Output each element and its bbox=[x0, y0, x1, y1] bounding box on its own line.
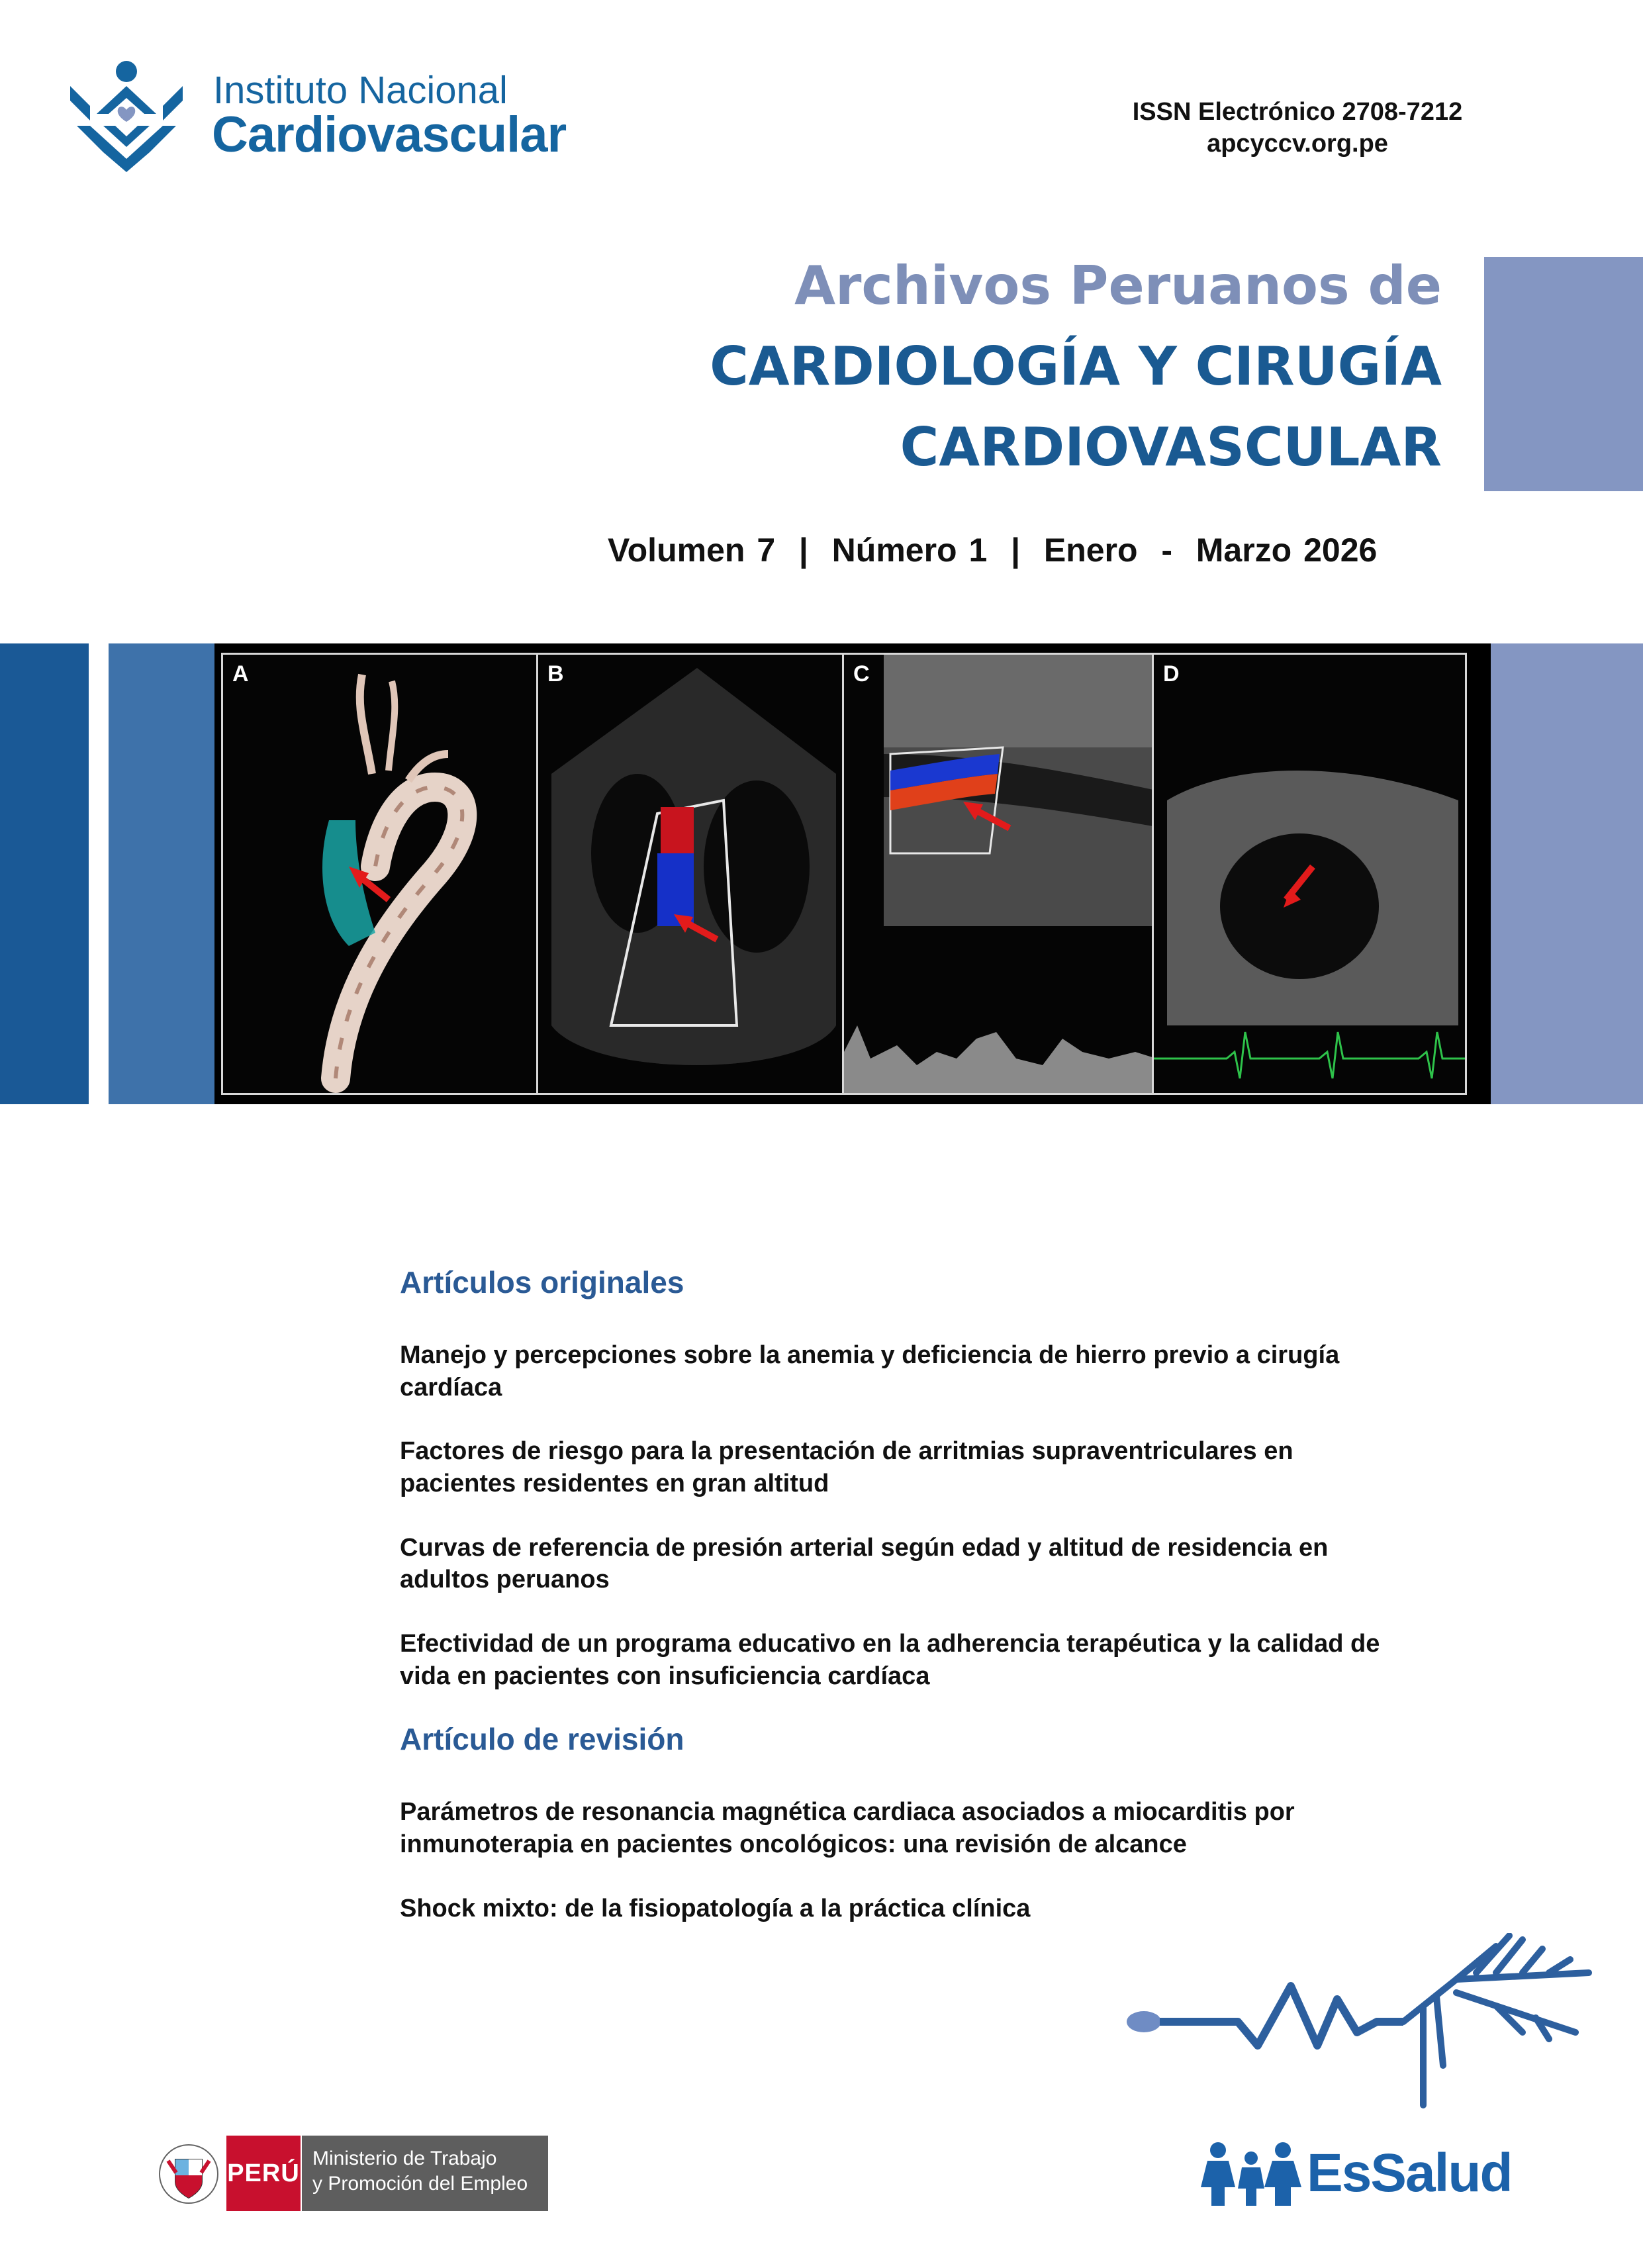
ministry-line2: y Promoción del Empleo bbox=[312, 2172, 528, 2195]
vascular-doppler-image bbox=[844, 655, 1156, 1093]
section-heading-original: Artículos originales bbox=[400, 1265, 684, 1299]
ministry-line1: Ministerio de Trabajo bbox=[312, 2148, 497, 2169]
issn-block bbox=[1112, 97, 1483, 160]
figure-panel-b bbox=[536, 653, 849, 1095]
peru-label: PERÚ bbox=[226, 2136, 301, 2211]
journal-title bbox=[710, 255, 1442, 478]
article-title[interactable]: Efectividad de un programa educativo en la adherencia terapéutica y la calidad de vida en pacientes con insuficiencia cardíaca bbox=[400, 1629, 1380, 1690]
transesophageal-echo-image bbox=[1154, 655, 1465, 1093]
title-accent-block bbox=[1484, 257, 1643, 491]
article-title[interactable]: Factores de riesgo para la presentación de arritmias supraventriculares en pacientes residentes en gran altitud bbox=[400, 1437, 1293, 1498]
figure-panel-a bbox=[221, 653, 543, 1095]
journal-title-line2: CARDIOLOGÍA Y CIRUGÍA bbox=[710, 336, 1442, 397]
journal-title-line3: CARDIOVASCULAR bbox=[900, 416, 1442, 478]
article-title[interactable]: Shock mixto: de la fisiopatología a la práctica clínica bbox=[400, 1894, 1031, 1922]
essalud-logo-text: EsSalud bbox=[1307, 2143, 1512, 2203]
aorta-render-image bbox=[223, 655, 541, 1093]
peru-coat-of-arms-icon bbox=[159, 2141, 218, 2207]
issn-text: ISSN Electrónico 2708-7212 bbox=[1132, 98, 1463, 126]
institution-name-line1: Instituto Nacional bbox=[213, 69, 508, 112]
ministry-label bbox=[302, 2136, 548, 2211]
section-heading-review: Artículo de revisión bbox=[400, 1722, 684, 1757]
figure-panel-d bbox=[1152, 653, 1467, 1095]
echo-doppler-image bbox=[538, 655, 847, 1093]
article-title[interactable]: Manejo y percepciones sobre la anemia y deficiencia de hierro previo a cirugía cardíaca bbox=[400, 1341, 1340, 1401]
essalud-family-icon bbox=[1198, 2141, 1304, 2207]
article-title[interactable]: Curvas de referencia de presión arterial según edad y altitud de residencia en adultos peruanos bbox=[400, 1533, 1329, 1594]
journal-title-line1: Archivos Peruanos de bbox=[794, 255, 1442, 316]
ecg-hummingbird-line-icon bbox=[0, 1933, 1643, 2118]
table-of-contents bbox=[400, 1264, 1393, 1924]
issue-info: Volumen 7 | Número 1 | Enero - Marzo 2026 bbox=[608, 532, 1378, 569]
band-stripe-mid bbox=[109, 643, 214, 1104]
cover-figure bbox=[214, 643, 1491, 1104]
article-title[interactable]: Parámetros de resonancia magnética cardiaca asociados a miocarditis por inmunoterapia en pacientes oncológicos: una revisión de alcance bbox=[400, 1798, 1295, 1858]
institution-name-line2: Cardiovascular bbox=[212, 107, 567, 163]
band-stripe-dark bbox=[0, 643, 89, 1104]
band-stripe-light bbox=[1491, 643, 1643, 1104]
panel-letter-b: B bbox=[547, 661, 564, 686]
institute-logo-icon bbox=[64, 60, 189, 172]
panel-letter-d: D bbox=[1163, 661, 1180, 686]
panel-letter-c: C bbox=[853, 661, 870, 686]
panel-letter-a: A bbox=[232, 661, 249, 686]
website-link[interactable]: apcyccv.org.pe bbox=[1207, 129, 1388, 158]
figure-panel-c bbox=[842, 653, 1158, 1095]
